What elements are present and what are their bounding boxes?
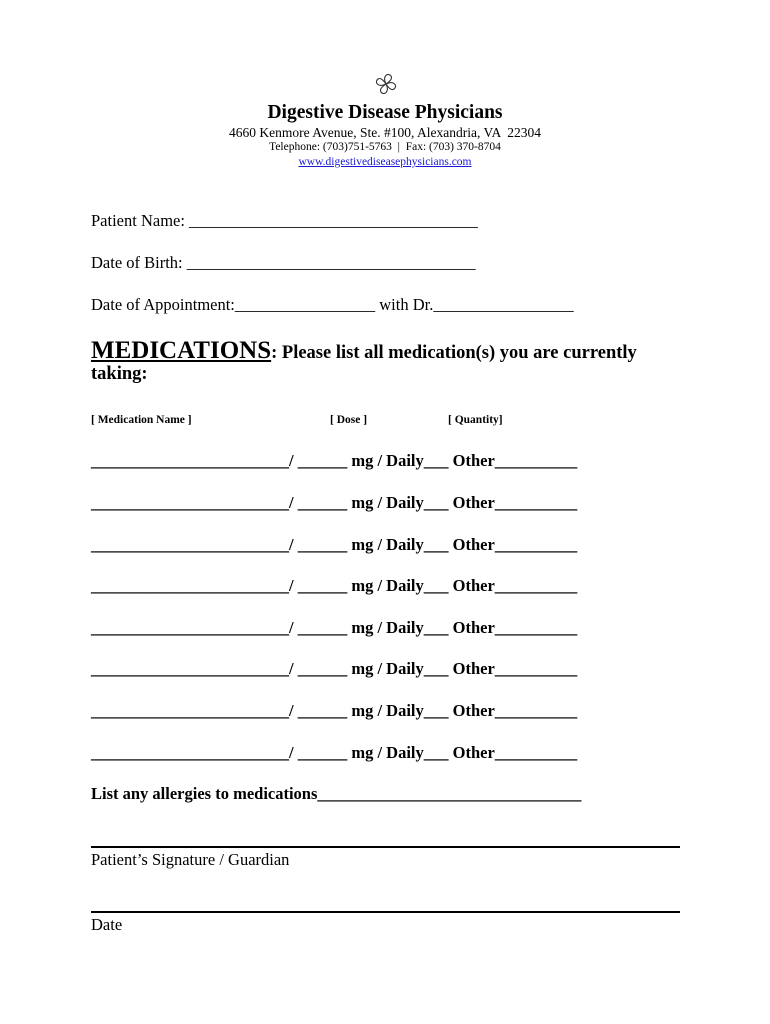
signature-line[interactable]	[91, 846, 680, 848]
medication-row[interactable]: ________________________/ ______ mg / Daily___ Other__________	[91, 659, 578, 678]
medication-row[interactable]: ________________________/ ______ mg / Daily___ Other__________	[91, 618, 578, 637]
clinic-logo-icon	[372, 70, 400, 98]
medication-row[interactable]: ________________________/ ______ mg / Daily___ Other__________	[91, 451, 578, 470]
clinic-address: 4660 Kenmore Avenue, Ste. #100, Alexandria, VA 22304	[229, 125, 541, 140]
clinic-contact: Telephone: (703)751-5763 | Fax: (703) 370-8704	[269, 141, 501, 153]
clinic-website	[0, 156, 770, 168]
medications-instruction-cont: taking:	[91, 364, 148, 384]
medication-row[interactable]: ________________________/ ______ mg / Daily___ Other__________	[91, 493, 578, 512]
date-of-birth-field[interactable]: Date of Birth: ___________________________________	[91, 253, 476, 272]
website-link[interactable]: www.digestivediseasephysicians.com	[298, 156, 472, 168]
date-line[interactable]	[91, 911, 680, 913]
medication-row[interactable]: ________________________/ ______ mg / Daily___ Other__________	[91, 576, 578, 595]
column-header-dose: [ Dose ]	[330, 414, 368, 426]
column-header-quantity: [ Quantity]	[448, 414, 503, 426]
date-label: Date	[91, 915, 123, 934]
clinic-name: Digestive Disease Physicians	[267, 102, 503, 123]
medication-row[interactable]: ________________________/ ______ mg / Daily___ Other__________	[91, 701, 578, 720]
column-header-medication-name: [ Medication Name ]	[91, 414, 192, 426]
allergies-field[interactable]: List any allergies to medications________________________________	[91, 784, 582, 803]
medications-title: MEDICATIONS	[91, 337, 272, 364]
medication-row[interactable]: ________________________/ ______ mg / Daily___ Other__________	[91, 743, 578, 762]
medications-instruction: : Please list all medication(s) you are currently	[271, 343, 637, 363]
medication-row[interactable]: ________________________/ ______ mg / Daily___ Other__________	[91, 535, 578, 554]
patient-name-field[interactable]: Patient Name: ___________________________________	[91, 211, 478, 230]
signature-label: Patient’s Signature / Guardian	[91, 850, 290, 869]
appointment-date-field[interactable]: Date of Appointment:_________________ with Dr._________________	[91, 295, 574, 314]
medications-heading	[91, 337, 637, 365]
